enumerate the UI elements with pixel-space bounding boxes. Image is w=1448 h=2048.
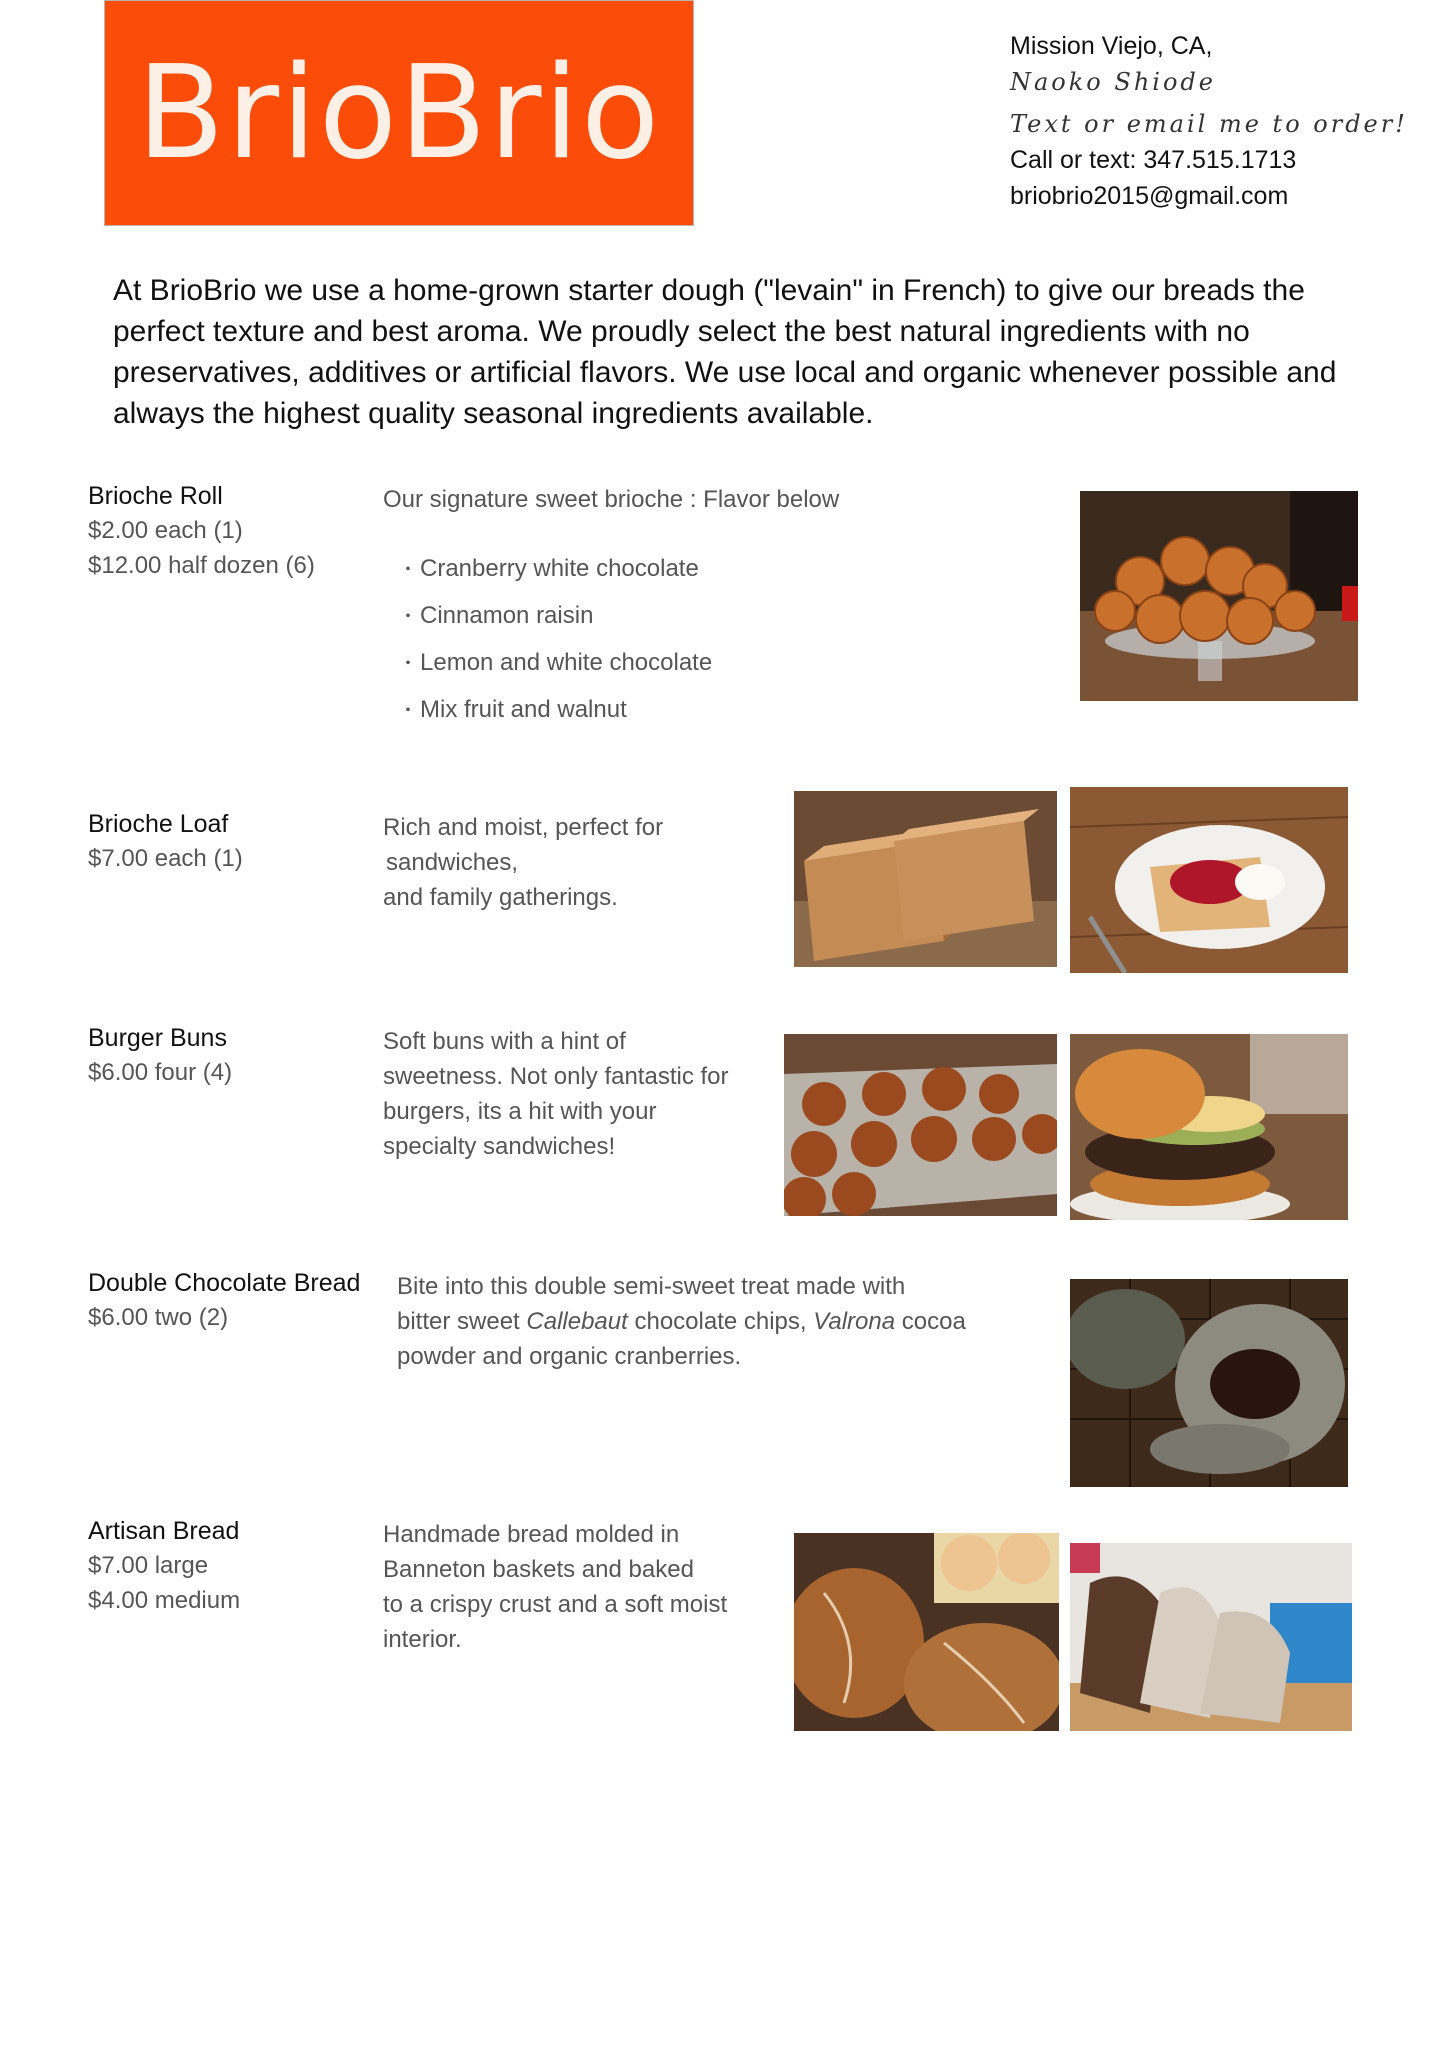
product-price: $7.00 each (1) <box>88 845 243 872</box>
chocolate-bread-photo <box>1070 1279 1348 1487</box>
product-price: $4.00 medium <box>88 1587 241 1614</box>
product-description: Bite into this double semi-sweet treat made with bitter sweet Callebaut chocolate chips, Valrona cocoa powder and organic cranberries. <box>397 1273 966 1370</box>
contact-block <box>1010 28 1430 214</box>
burger-photo <box>1070 1034 1348 1220</box>
brioche-loaf-photo <box>794 791 1057 967</box>
product-price: $12.00 half dozen (6) <box>88 552 315 579</box>
product-name: Artisan Bread <box>88 1517 240 1545</box>
order-tagline: Text or email me to order! <box>1010 110 1408 138</box>
logo-text: BrioBrio <box>136 38 662 188</box>
product-name: Double Chocolate Bread <box>88 1269 361 1297</box>
product-price: $2.00 each (1) <box>88 517 243 544</box>
location: Mission Viejo, CA, <box>1010 32 1213 60</box>
product-price: $6.00 four (4) <box>88 1059 233 1086</box>
product-price: $6.00 two (2) <box>88 1304 229 1331</box>
product-description: Handmade bread molded in Banneton baskets and baked to a crispy crust and a soft moist interior. <box>383 1521 728 1653</box>
email: briobrio2015@gmail.com <box>1010 182 1289 210</box>
product-description: Our signature sweet brioche : Flavor below <box>383 486 840 513</box>
flavor-item: ・ Cinnamon raisin <box>398 600 712 647</box>
product-name: Brioche Roll <box>88 482 223 510</box>
flavor-item: ・ Mix fruit and walnut <box>398 694 712 741</box>
intro-paragraph: At BrioBrio we use a home-grown starter dough ("levain" in French) to give our breads the perfect texture and best aroma. We proudly select the best natural ingredients with no preservatives, additives or artificial flavors. We use local and organic whenever possible and always the highest quality seasonal ingredients available. <box>113 274 1337 430</box>
owner-name: Naoko Shiode <box>1010 68 1216 96</box>
phone: Call or text: 347.515.1713 <box>1010 146 1297 174</box>
product-brioche-loaf <box>88 810 243 876</box>
artisan-bread-photo <box>794 1533 1059 1731</box>
product-brioche-roll <box>88 482 315 583</box>
product-name: Brioche Loaf <box>88 810 229 838</box>
product-burger-buns <box>88 1024 232 1090</box>
burger-buns-photo <box>784 1034 1057 1216</box>
product-name: Burger Buns <box>88 1024 227 1052</box>
brioche-toast-photo <box>1070 787 1348 973</box>
product-artisan-bread <box>88 1517 240 1618</box>
artisan-bread-sliced-photo <box>1070 1543 1352 1731</box>
product-description: Rich and moist, perfect for sandwiches, and family gatherings. <box>383 814 664 911</box>
brioche-roll-photo <box>1080 491 1358 701</box>
flavor-list <box>398 553 712 741</box>
flavor-item: ・ Cranberry white chocolate <box>398 553 712 600</box>
product-double-chocolate-bread <box>88 1269 360 1335</box>
flavor-item: ・ Lemon and white chocolate <box>398 647 712 694</box>
product-price: $7.00 large <box>88 1552 209 1579</box>
brand-logo <box>104 0 694 226</box>
product-description: Soft buns with a hint of sweetness. Not only fantastic for burgers, its a hit with your specialty sandwiches! <box>383 1028 729 1160</box>
